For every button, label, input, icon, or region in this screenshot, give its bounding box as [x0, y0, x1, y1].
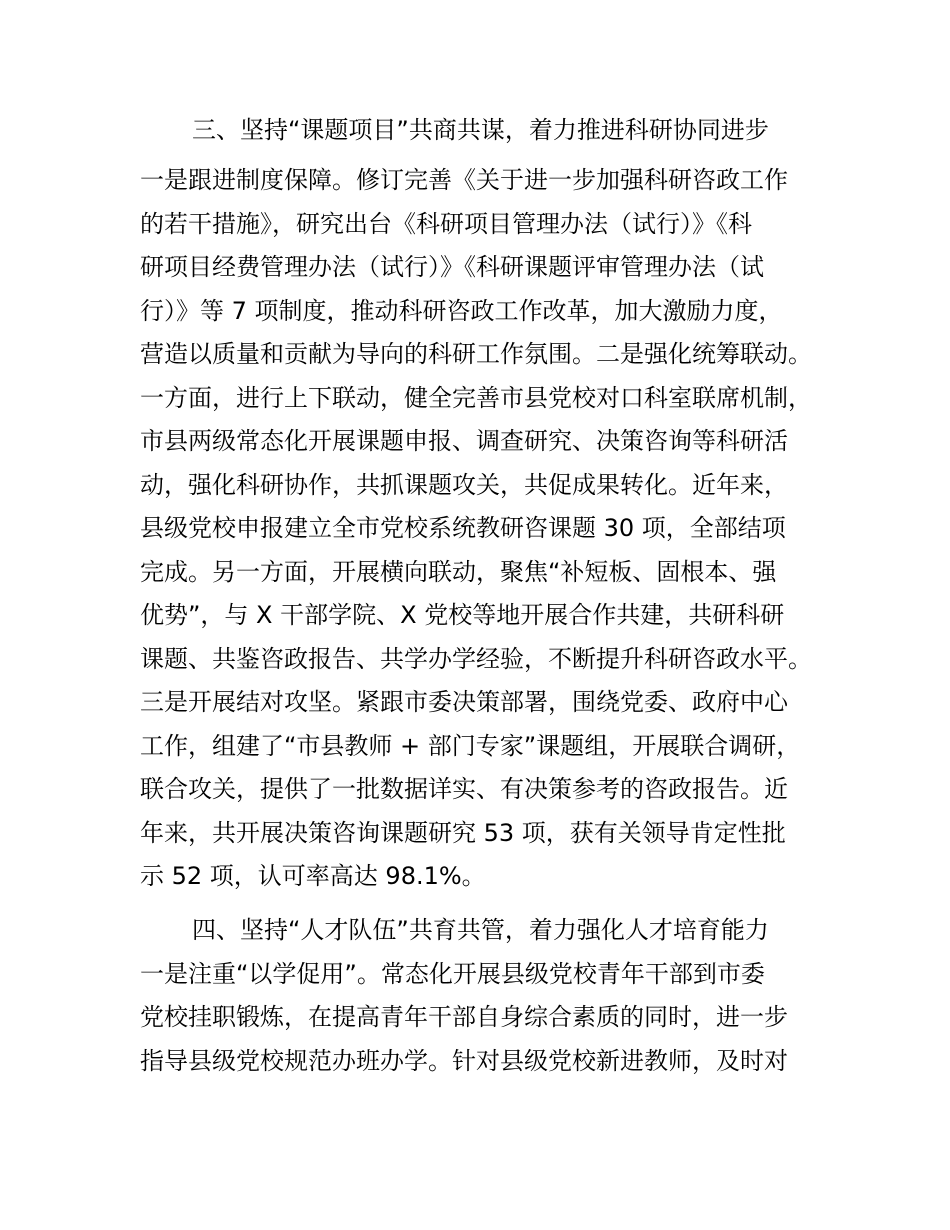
paragraph-line: 的若干措施》，研究出台《科研项目管理办法（试行）》《科: [140, 210, 752, 238]
section-heading-3: 三、坚持“课题项目”共商共谋，着力推进科研协同进步: [192, 116, 769, 144]
paragraph-line: 一是跟进制度保障。修订完善《关于进一步加强科研咨政工作: [140, 166, 788, 194]
paragraph-line: 三是开展结对攻坚。紧跟市委决策部署，围绕党委、政府中心: [140, 688, 788, 716]
paragraph-line: 指导县级党校规范办班办学。针对县级党校新进教师，及时对: [140, 1047, 788, 1075]
paragraph-line: 联合攻关，提供了一批数据详实、有决策参考的咨政报告。近: [140, 775, 788, 803]
paragraph-line: 营造以质量和贡献为导向的科研工作氛围。二是强化统筹联动。: [140, 340, 812, 368]
section-heading-4: 四、坚持“人才队伍”共育共管，着力强化人才培育能力: [192, 916, 769, 944]
paragraph-line: 县级党校申报建立全市党校系统教研咨课题 30 项，全部结项: [140, 514, 786, 542]
paragraph-line: 一是注重“以学促用”。常态化开展县级党校青年干部到市委: [140, 960, 765, 988]
paragraph-line: 示 52 项，认可率高达 98.1%。: [140, 862, 486, 890]
paragraph-line: 工作，组建了“市县教师 + 部门专家”课题组，开展联合调研，: [140, 732, 801, 760]
paragraph-line: 党校挂职锻炼，在提高青年干部自身综合素质的同时，进一步: [140, 1003, 788, 1031]
paragraph-line: 研项目经费管理办法（试行）》《科研课题评审管理办法（试: [140, 253, 764, 281]
paragraph-line: 优势”，与 X 干部学院、X 党校等地开展合作共建，共研科研: [140, 601, 785, 629]
paragraph-line: 课题、共鉴咨政报告、共学办学经验，不断提升科研咨政水平。: [140, 645, 812, 673]
paragraph-line: 动，强化科研协作，共抓课题攻关，共促成果转化。近年来，: [140, 471, 788, 499]
paragraph-line: 完成。另一方面，开展横向联动，聚焦“补短板、固根本、强: [140, 558, 777, 586]
paragraph-line: 行）》等 7 项制度，推动科研咨政工作改革，加大激励力度，: [140, 297, 783, 325]
paragraph-line: 市县两级常态化开展课题申报、调查研究、决策咨询等科研活: [140, 427, 788, 455]
paragraph-line: 一方面，进行上下联动，健全完善市县党校对口科室联席机制，: [140, 384, 812, 412]
paragraph-line: 年来，共开展决策咨询课题研究 53 项，获有关领导肯定性批: [140, 819, 786, 847]
